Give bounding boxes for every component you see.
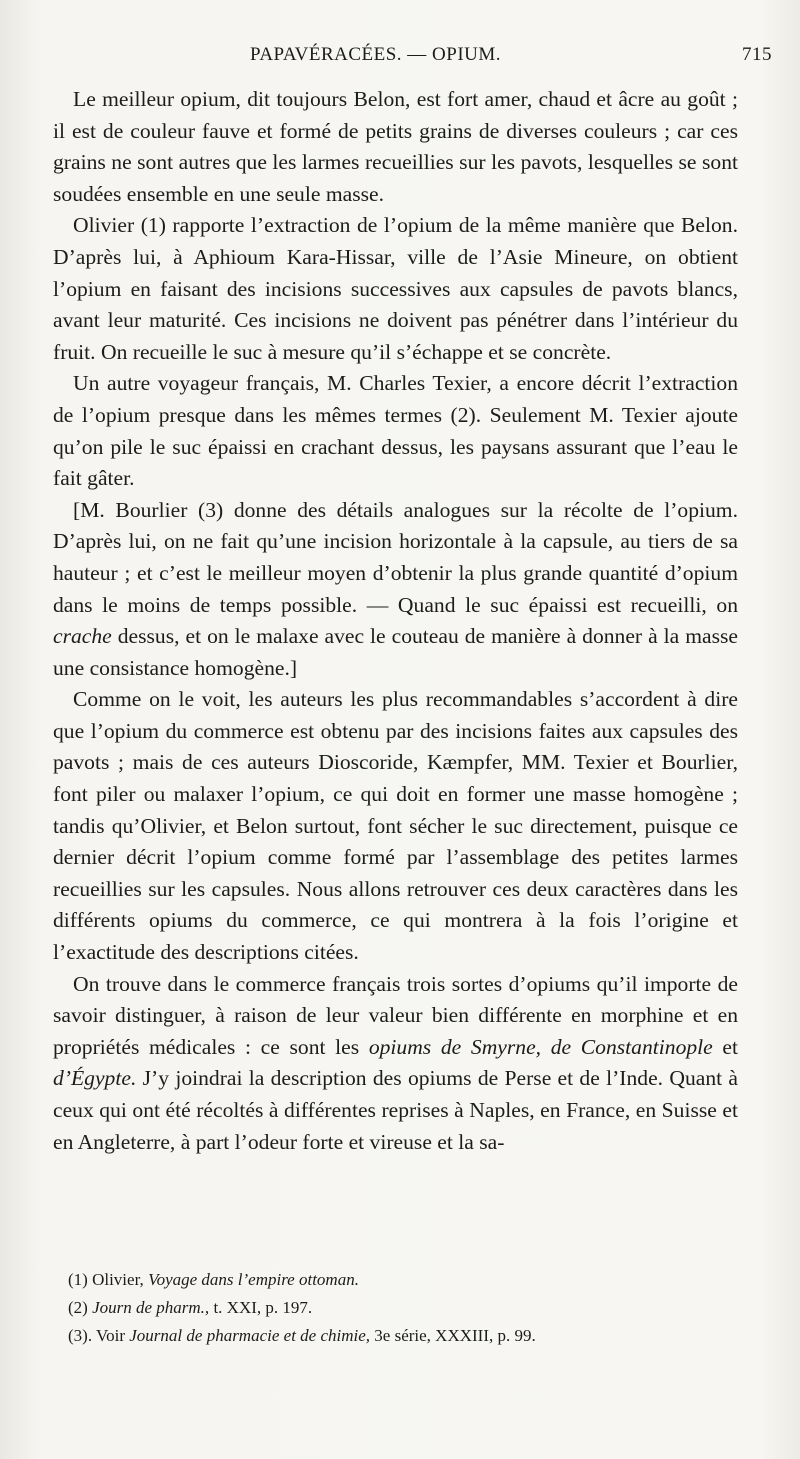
paragraph-4-part-2: dessus, et on le malaxe avec le couteau de manière à donner à la masse une consistance homogène.] <box>53 624 738 680</box>
footnote-3-text: Voir <box>96 1326 130 1345</box>
paragraph-6-italic-1: opiums de Smyrne, de Constantinople <box>368 1034 713 1059</box>
running-title: PAPAVÉRACÉES. — OPIUM. <box>250 44 502 65</box>
paragraph-3: Un autre voyageur français, M. Charles Texier, a encore décrit l’extraction de l’opium presque dans les mêmes termes (2). Seulement M. Texier ajoute qu’on pile le suc épaissi en crachant dessus, les paysans assurant que l’eau le fait gâter. <box>53 371 738 491</box>
footnote-1-text: Olivier, <box>92 1270 149 1289</box>
footnote-2-mark: (2) <box>68 1298 88 1317</box>
footnotes <box>68 1266 758 1350</box>
page-number: 715 <box>742 44 772 65</box>
footnote-1 <box>68 1266 758 1294</box>
paragraph-4-part-1: [M. Bourlier (3) donne des détails analogues sur la récolte de l’opium. D’après lui, on ne fait qu’une incision horizontale à la capsule, au tiers de sa hauteur ; et c’est le meilleur moyen d’obtenir la plus grande quantité d’opium dans le moins de temps possible. — Quand le suc épaissi est recueilli, on <box>53 497 738 617</box>
footnote-2-after: t. XXI, p. 197. <box>209 1298 313 1317</box>
paragraph-4-italic: crache <box>53 624 112 649</box>
footnote-3-after: 3e série, XXXIII, p. 99. <box>370 1326 536 1345</box>
paragraph-1: Le meilleur opium, dit toujours Belon, est fort amer, chaud et âcre au goût ; il est de couleur fauve et formé de petits grains de diverses couleurs ; car ces grains ne sont autres que les larmes recueillies sur les pavots, lesquelles se sont soudées ensemble en une seule masse. <box>53 87 738 206</box>
footnote-2-italic: Journ de pharm., <box>92 1298 210 1317</box>
footnote-3-italic: Journal de pharmacie et de chimie, <box>129 1326 371 1345</box>
footnote-3-mark: (3). <box>68 1326 93 1345</box>
paragraph-6-part-1: On trouve dans le commerce français trois sortes d’opiums qu’il importe de savoir distinguer, à raison de leur valeur bien différente en morphine et en propriétés médicales : ce sont les <box>53 971 738 1059</box>
main-text <box>53 84 738 1158</box>
footnote-1-italic: Voyage dans l’empire ottoman. <box>148 1270 359 1289</box>
paragraph-6-part-2: et <box>712 1034 738 1059</box>
paragraph-6-part-3: J’y joindrai la description des opiums de Perse et de l’Inde. Quant à ceux qui ont été récoltés à différentes reprises à Naples, en France, en Suisse et en Angleterre, à part l’odeur forte et vireuse et la sa- <box>53 1066 738 1154</box>
paragraph-6-italic-2: d’Égypte. <box>53 1066 137 1091</box>
paragraph-2: Olivier (1) rapporte l’extraction de l’opium de la même manière que Belon. D’après lui, à Aphioum Kara-Hissar, ville de l’Asie Mineure, on obtient l’opium en faisant des incisions successives aux capsules de pavots blancs, avant leur maturité. Ces incisions ne doivent pas pénétrer dans l’intérieur du fruit. On recueille le suc à mesure qu’il s’échappe et se concrète. <box>53 213 738 364</box>
footnote-2 <box>68 1294 758 1322</box>
footnote-3 <box>68 1322 758 1350</box>
footnote-1-mark: (1) <box>68 1270 88 1289</box>
paragraph-4 <box>53 495 738 685</box>
paragraph-5: Comme on le voit, les auteurs les plus recommandables s’accordent à dire que l’opium du commerce est obtenu par des incisions faites aux capsules des pavots ; mais de ces auteurs Dioscoride, Kæmpfer, MM. Texier et Bourlier, font piler ou malaxer l’opium, ce qui doit en former une masse homogène ; tandis qu’Olivier, et Belon surtout, font sécher le suc directement, puisque ce dernier décrit l’opium comme formé par l’assemblage des petites larmes recueillies sur les capsules. Nous allons retrouver ces deux caractères dans les différents opiums du commerce, ce qui montrera à la fois l’origine et l’exactitude des descriptions citées. <box>53 687 738 965</box>
paragraph-6 <box>53 969 738 1159</box>
running-header <box>60 44 772 72</box>
